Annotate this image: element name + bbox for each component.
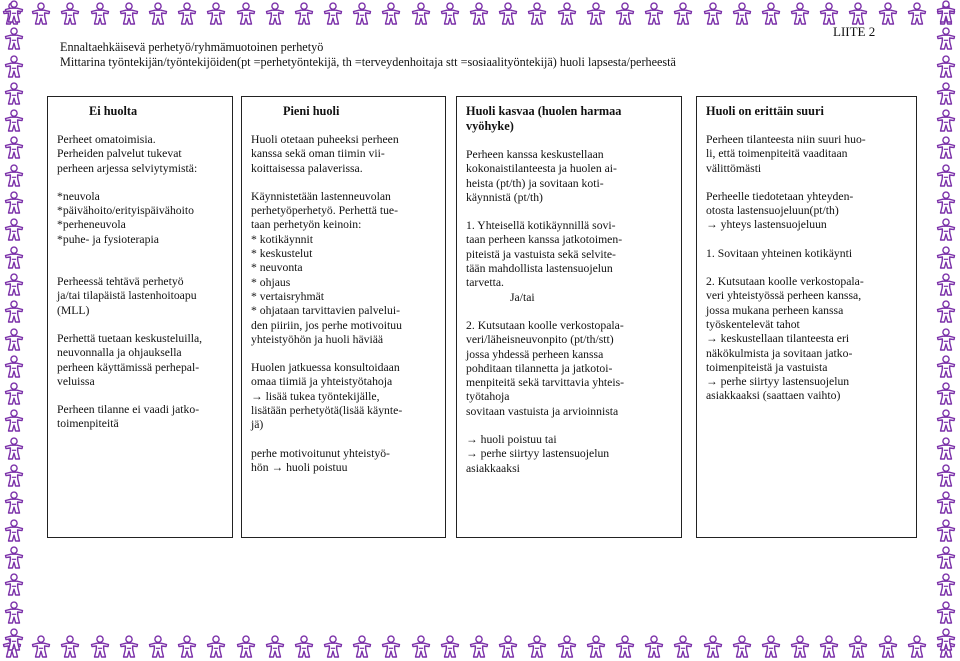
text-line: välittömästi — [706, 161, 762, 175]
text-line: perhe motivoitunut yhteistyö- — [251, 446, 390, 460]
text-line: lisätään perhetyötä(lisää käynte- — [251, 404, 403, 418]
text-line: Perheen kanssa keskustellaan — [466, 148, 604, 161]
column-title-line: Huoli kasvaa (huolen harmaa — [466, 104, 622, 118]
person-figure-icon — [496, 2, 520, 26]
column-title: Huoli on erittäin suuri — [706, 104, 824, 118]
person-figure-icon — [204, 635, 228, 659]
text-line: otosta lastensuojeluun(pt/th) — [706, 204, 839, 218]
person-figure-icon — [788, 635, 812, 659]
text-line: perheen käyttämissä perhepal- — [57, 360, 200, 374]
person-figure-icon — [496, 635, 520, 659]
text-line: heista (pt/th) ja sovitaan koti- — [466, 176, 604, 190]
person-figure-icon — [2, 382, 26, 406]
person-figure-icon — [2, 164, 26, 188]
text-line: 2. Kutsutaan koolle verkostopala- — [706, 275, 864, 289]
person-figure-icon — [876, 2, 900, 26]
list-item: * keskustelut — [251, 247, 313, 261]
person-figure-icon — [584, 635, 608, 659]
text-line: sovitaan vastuista ja arvioinnista — [466, 404, 619, 418]
text-line: toimenpiteistä ja vastuista — [706, 360, 828, 374]
text-line: jossa mukana perheen kanssa — [706, 303, 844, 317]
person-figure-icon — [2, 546, 26, 570]
person-figure-icon — [263, 635, 287, 659]
person-figure-icon — [2, 218, 26, 242]
person-figure-icon — [934, 164, 958, 188]
person-figure-icon — [642, 635, 666, 659]
decorative-border-left — [2, 0, 26, 655]
person-figure-icon — [934, 0, 958, 24]
text-line: taan perheen kanssa jatkotoimen- — [466, 233, 623, 247]
text-line: jä) — [251, 418, 264, 432]
person-figure-icon — [2, 55, 26, 79]
person-figure-icon — [671, 635, 695, 659]
person-figure-icon — [817, 635, 841, 659]
person-figure-icon — [175, 2, 199, 26]
person-figure-icon — [788, 2, 812, 26]
person-figure-icon — [934, 328, 958, 352]
text-line: 1. Sovitaan yhteinen kotikäynti — [706, 246, 853, 260]
text-line: käynnistä (pt/th) — [466, 190, 543, 204]
person-figure-icon — [671, 2, 695, 26]
text-line: taan perhetyön keinoin: — [251, 218, 362, 232]
person-figure-icon — [58, 635, 82, 659]
person-figure-icon — [934, 491, 958, 515]
text-line: veri/läheisneuvonpito (pt/th/stt) — [466, 333, 614, 347]
text-line: *puhe- ja fysioterapia — [57, 232, 159, 246]
person-figure-icon — [2, 355, 26, 379]
text-line: työtahoja — [466, 390, 510, 404]
text-line: li, että toimenpiteitä vaaditaan — [706, 147, 848, 161]
list-item: * vertaisryhmät — [251, 289, 325, 303]
person-figure-icon — [88, 635, 112, 659]
person-figure-icon — [701, 635, 725, 659]
person-figure-icon — [934, 519, 958, 543]
person-figure-icon — [934, 382, 958, 406]
person-figure-icon — [730, 2, 754, 26]
text-line: → perhe siirtyy lastensuojelun — [706, 375, 850, 389]
text-line: → huoli poistuu tai — [466, 433, 557, 447]
decorative-border-bottom — [0, 635, 960, 659]
person-figure-icon — [467, 2, 491, 26]
page-heading — [60, 40, 676, 70]
person-figure-icon — [934, 136, 958, 160]
text-line: työskentelevät tahot — [706, 317, 800, 331]
person-figure-icon — [934, 573, 958, 597]
person-figure-icon — [117, 635, 141, 659]
column-title — [466, 104, 672, 134]
person-figure-icon — [438, 635, 462, 659]
text-line: Huoli otetaan puheeksi perheen — [251, 133, 399, 146]
person-figure-icon — [88, 2, 112, 26]
list-item: * neuvonta — [251, 261, 303, 275]
text-line: pohditaan tilannetta ja jatkotoi- — [466, 361, 613, 375]
text-line: *päivähoito/erityispäivähoito — [57, 204, 194, 218]
person-figure-icon — [2, 409, 26, 433]
person-figure-icon — [2, 328, 26, 352]
person-figure-icon — [350, 2, 374, 26]
person-figure-icon — [759, 2, 783, 26]
person-figure-icon — [934, 246, 958, 270]
text-line: menpiteitä sekä tarvittavia yhteis- — [466, 376, 625, 390]
person-figure-icon — [934, 355, 958, 379]
person-figure-icon — [234, 2, 258, 26]
person-figure-icon — [29, 635, 53, 659]
text-line: den piiriin, jos perhe motivoituu — [251, 318, 402, 332]
text-line: → yhteys lastensuojeluun — [706, 218, 827, 232]
person-figure-icon — [934, 464, 958, 488]
person-figure-icon — [292, 635, 316, 659]
person-figure-icon — [263, 2, 287, 26]
person-figure-icon — [117, 2, 141, 26]
person-figure-icon — [817, 2, 841, 26]
text-line: koittaisessa palaverissa. — [251, 161, 363, 175]
person-figure-icon — [409, 635, 433, 659]
person-figure-icon — [934, 55, 958, 79]
text-line: omaa tiimiä ja yhteistyötahoja — [251, 375, 393, 389]
person-figure-icon — [934, 628, 958, 652]
text-line: (MLL) — [57, 303, 90, 317]
text-line: perhetyöperhetyö. Perhettä tue- — [251, 204, 399, 218]
text-line: → keskustellaan tilanteesta eri — [706, 332, 850, 346]
person-figure-icon — [379, 2, 403, 26]
person-figure-icon — [2, 82, 26, 106]
heading-line-1: Ennaltaehkäisevä perhetyö/ryhmämuotoinen perhetyö — [60, 40, 324, 54]
appendix-label: LIITE 2 — [833, 24, 876, 39]
text-line: 2. Kutsutaan koolle verkostopala- — [466, 318, 624, 332]
text-line: 1. Yhteisellä kotikäynnillä sovi- — [466, 219, 616, 233]
person-figure-icon — [905, 2, 929, 26]
person-figure-icon — [934, 409, 958, 433]
person-figure-icon — [2, 109, 26, 133]
text-line: neuvonnalla ja ohjauksella — [57, 346, 182, 360]
text-line: Perheen tilanne ei vaadi jatko- — [57, 403, 200, 417]
person-figure-icon — [934, 27, 958, 51]
person-figure-icon — [934, 109, 958, 133]
person-figure-icon — [29, 2, 53, 26]
person-figure-icon — [905, 635, 929, 659]
text-line: tään mahdollista lastensuojelun — [466, 262, 613, 276]
person-figure-icon — [642, 2, 666, 26]
column-huoli-erittain-suuri — [696, 96, 917, 538]
text-line: ja/tai tilapäistä lastenhoitoapu — [57, 289, 197, 303]
person-figure-icon — [321, 635, 345, 659]
text-line: → perhe siirtyy lastensuojelun — [466, 447, 610, 461]
list-item: * ohjataan tarvittavien palvelui- — [251, 304, 400, 318]
person-figure-icon — [934, 218, 958, 242]
person-figure-icon — [555, 635, 579, 659]
text-line: Perheessä tehtävä perhetyö — [57, 275, 184, 289]
person-figure-icon — [759, 635, 783, 659]
person-figure-icon — [2, 573, 26, 597]
text-line: Perheen tilanteesta niin suuri huo- — [706, 133, 866, 146]
person-figure-icon — [2, 27, 26, 51]
person-figure-icon — [409, 2, 433, 26]
person-figure-icon — [934, 437, 958, 461]
person-figure-icon — [2, 601, 26, 625]
person-figure-icon — [146, 2, 170, 26]
person-figure-icon — [2, 0, 26, 24]
text-line: toimenpiteitä — [57, 417, 119, 431]
text-line: *perheneuvola — [57, 218, 126, 232]
text-line: veri yhteistyössä perheen kanssa, — [706, 289, 862, 303]
text-line: → lisää tukea työntekijälle, — [251, 389, 380, 403]
person-figure-icon — [234, 635, 258, 659]
or-label: Ja/tai — [510, 290, 535, 304]
text-line: tarvetta. — [466, 276, 504, 290]
column-title: Pieni huoli — [283, 104, 340, 118]
text-line: Perheelle tiedotetaan yhteyden- — [706, 189, 854, 203]
person-figure-icon — [613, 635, 637, 659]
text-line: piteistä ja vastuista sekä selvite- — [466, 247, 616, 261]
text-line: Perheet omatoimisia. — [57, 133, 156, 146]
person-figure-icon — [2, 491, 26, 515]
person-figure-icon — [846, 635, 870, 659]
person-figure-icon — [2, 273, 26, 297]
decorative-border-right — [934, 0, 958, 655]
person-figure-icon — [321, 2, 345, 26]
person-figure-icon — [58, 2, 82, 26]
text-line: kanssa sekä oman tiimin vii- — [251, 147, 385, 161]
person-figure-icon — [613, 2, 637, 26]
person-figure-icon — [467, 635, 491, 659]
decorative-border-top — [0, 2, 960, 26]
text-line: perheen arjessa selviytymistä: — [57, 161, 198, 175]
person-figure-icon — [701, 2, 725, 26]
person-figure-icon — [438, 2, 462, 26]
person-figure-icon — [934, 82, 958, 106]
text-line: kokonaistilanteesta ja huolen ai- — [466, 162, 617, 176]
person-figure-icon — [350, 635, 374, 659]
person-figure-icon — [555, 2, 579, 26]
person-figure-icon — [846, 2, 870, 26]
text-line: Perheiden palvelut tukevat — [57, 147, 182, 161]
person-figure-icon — [379, 635, 403, 659]
text-line: hön → huoli poistuu — [251, 460, 348, 474]
person-figure-icon — [730, 635, 754, 659]
person-figure-icon — [525, 635, 549, 659]
text-line: Perhettä tuetaan keskusteluilla, — [57, 331, 203, 345]
text-line: Huolen jatkuessa konsultoidaan — [251, 361, 400, 375]
text-line: jossa yhdessä perheen kanssa — [466, 347, 604, 361]
column-title-line: vyöhyke) — [466, 119, 514, 133]
column-huoli-kasvaa — [456, 96, 682, 538]
person-figure-icon — [2, 628, 26, 652]
text-line: asiakkaaksi — [466, 461, 520, 475]
text-line: näkökulmista ja sovitaan jatko- — [706, 346, 853, 360]
person-figure-icon — [525, 2, 549, 26]
person-figure-icon — [2, 191, 26, 215]
person-figure-icon — [2, 464, 26, 488]
person-figure-icon — [934, 273, 958, 297]
person-figure-icon — [146, 635, 170, 659]
person-figure-icon — [175, 635, 199, 659]
list-item: * kotikäynnit — [251, 232, 314, 246]
person-figure-icon — [2, 519, 26, 543]
heading-line-2: Mittarina työntekijän/työntekijöiden(pt =perhetyöntekijä, th =terveydenhoitaja stt =sosiaalityöntekijä) huoli lapsesta/perheestä — [60, 55, 676, 69]
person-figure-icon — [934, 191, 958, 215]
person-figure-icon — [2, 437, 26, 461]
text-line: yhteistyöhön ja huoli häviää — [251, 332, 384, 346]
person-figure-icon — [934, 300, 958, 324]
person-figure-icon — [292, 2, 316, 26]
person-figure-icon — [934, 546, 958, 570]
text-line: Käynnistetään lastenneuvolan — [251, 189, 391, 203]
text-line: asiakkaaksi (saattaen vaihto) — [706, 389, 841, 403]
column-ei-huolta — [47, 96, 233, 538]
text-line: *neuvola — [57, 189, 100, 203]
person-figure-icon — [584, 2, 608, 26]
column-pieni-huoli — [241, 96, 446, 538]
person-figure-icon — [2, 136, 26, 160]
person-figure-icon — [2, 246, 26, 270]
person-figure-icon — [876, 635, 900, 659]
list-item: * ohjaus — [251, 275, 291, 289]
column-title: Ei huolta — [89, 104, 138, 118]
person-figure-icon — [934, 601, 958, 625]
person-figure-icon — [204, 2, 228, 26]
text-line: veluissa — [57, 374, 95, 388]
person-figure-icon — [2, 300, 26, 324]
